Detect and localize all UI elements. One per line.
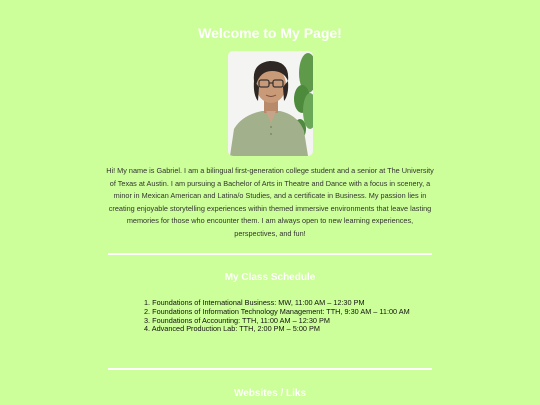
schedule-item: 3. Foundations of Accounting: TTH, 11:00 AM – 12:30 PM xyxy=(144,315,330,325)
schedule-heading: My Class Schedule xyxy=(224,272,316,283)
schedule-item: 2. Foundations of Information Technology Management: TTH, 9:30 AM – 11:00 AM xyxy=(144,306,410,316)
page-title: Welcome to My Page! xyxy=(198,25,342,41)
schedule-item: 4. Advanced Production Lab: TTH, 2:00 PM – 5:00 PM xyxy=(144,324,320,334)
links-heading: Websites / Liks xyxy=(233,388,307,399)
section-divider xyxy=(108,253,432,255)
bio-paragraph: Hi! My name is Gabriel. I am a bilingual first-generation college student and a senior at The University of Texas at Austin. I am pursuing a Bachelor of Arts in Theatre and Dance with a focus in scenery, a minor in Mexican American and Latina/o Studies, and a certificate in Business. My passion lies in creating enjoyable storytelling experiences within themed immersive environments that leave lasting memories for those who encounter them. I am always open to new learning experiences, perspectives, and fun! xyxy=(106,166,434,238)
schedule-item: 1. Foundations of International Business: MW, 11:00 AM – 12:30 PM xyxy=(144,298,365,307)
profile-photo xyxy=(228,51,313,156)
class-schedule-list xyxy=(135,299,410,334)
section-divider xyxy=(108,368,432,370)
